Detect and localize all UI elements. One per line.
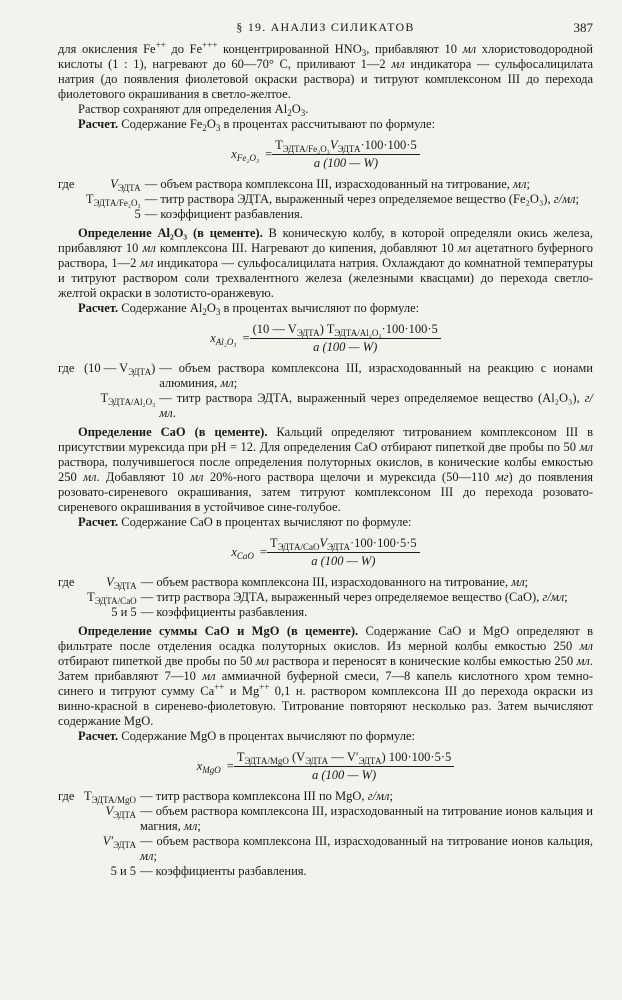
calc-label: Расчет.: [78, 117, 119, 131]
paragraph-calc-fe2o3: Расчет. Содержание $Fe_2O_3$ в процентах рассчитывают по формуле:: [78, 117, 436, 133]
formula-al2o3: $x_{Al_2O_3}$ = $\frac{(10 — V_{ЭДТА}) T_{ЭДТА/Al_2O_3}\cdot 100\cdot 100\cdot 5}{a (100 — W)}$: [58, 322, 593, 355]
section-cao-mgo: Определение суммы CaO и MgO (в цементе). Содержание CaO и MgO определяют в фильтрате после отделения осадка полуторных окислов. Из мерной колбы емкостью 250 мл отбирают пипеткой две пробы по 50 мл раствора и переносят в конические колбы емкостью 250 мл. Затем прибавляют 7—10 мл аммиачной буферной смеси, 7—8 капель кислотного хром темно-синего и титруют сумму Ca++ и Mg++ 0,1 н. раствором комплексона III до перехода окраски из винно-красной в сиренево-фиолетовую. Титрование повторяют несколько раз. Затем вычисляют содержание MgO.: [58, 624, 593, 728]
paragraph-calc-cao: Расчет. Содержание CaO в процентах вычисляют по формуле:: [78, 515, 412, 529]
section-title-cao-mgo: Определение суммы CaO и MgO (в цементе).: [78, 624, 359, 638]
definitions-mgo: где $T_{ЭДТА/MgO}$ — титр раствора комплексона III по MgO, г/мл; $V_{ЭДТА}$ — объем раствора комплексона III, израсходованный на титрование ионов кальция и магния, мл; $V'_{ЭДТА}$ — объем раствора комплексона III, израсходованный на титрование ионов кальция, мл; 5 и 5 — коэффициенты разбавления.: [58, 789, 593, 878]
section-title-cao: Определение CaO (в цементе).: [78, 425, 268, 439]
section-cao: Определение CaO (в цементе). Кальций определяют титрованием комплексоном III в присутствии мурексида при pH = 12. Для определения CaO отбирают пипеткой две пробы по 50 мл раствора, получившегося после определения полуторных окислов, в конические колбы емкостью 250 мл. Добавляют 10 мл 20%-ного раствора щелочи и мурексида (50—110 мг) до появления розовато-сиреневого окрашивания, затем титруют комплексоном III до перехода розовато-сиреневого окрашивания в устойчивое сине-голубое.: [58, 425, 594, 514]
running-header: [58, 20, 593, 42]
paragraph-calc-mgo: Расчет. Содержание MgO в процентах вычисляют по формуле:: [78, 729, 415, 743]
formula-denominator: a (100 — W): [311, 768, 377, 782]
formula-mgo: $x_{MgO}$ = $\frac{T_{ЭДТА/MgO} (V_{ЭДТА} — V'_{ЭДТА}) 100\cdot 100\cdot 5\cdot 5}{a (100 — W)}$: [58, 750, 593, 783]
formula-denominator: a (100 — W): [311, 554, 376, 568]
page-number: 387: [573, 20, 593, 35]
formula-numerator: $T_{ЭДТА/CaO}V_{ЭДТА}\cdot 100\cdot 100\cdot 5\cdot 5$: [267, 536, 420, 553]
section-al2o3: Определение Al₂O₃ (в цементе). В коническую колбу, в которой определяли окись железа, прибавляют 10 мл комплексона III. Нагревают до кипения, добавляют 10 мл ацетатного буферного раствора, 1—2 мл индикатора — сульфосалицилата натрия. Охлаждают до комнатной температуры и титруют раствором соли трехвалентного железа (железными квасцами) до перехода светло-желтой окраски в золотисто-оранжевую.: [58, 226, 593, 300]
page: [58, 20, 593, 883]
header-title: § 19. АНАЛИЗ СИЛИКАТОВ: [236, 20, 415, 34]
formula-numerator: $T_{ЭДТА/MgO}$ ($V_{ЭДТА}$ — $V'_{ЭДТА}$) 100·100·5·5: [234, 750, 454, 767]
formula-denominator: a (100 — W): [313, 156, 379, 170]
definitions-fe2o3: где $V_{ЭДТА}$ — объем раствора комплексона III, израсходованный на титрование, мл; $T_{ЭДТА/Fe_2O_3}$ — титр раствора ЭДТА, выраженный через определяемое вещество (Fe₂O₃), г/мл; 5 — коэффициент разбавления.: [58, 177, 579, 221]
formula-numerator: (10 — $V_{ЭДТА}$) $T_{ЭДТА/Al_2O_3}\cdot 100\cdot 100\cdot 5$: [250, 322, 441, 339]
definitions-al2o3: где (10 — $V_{ЭДТА}$) — объем раствора комплексона III, израсходованный на реакцию с ионами алюминия, мл; $T_{ЭДТА/Al_2O_3}$ — титр раствора ЭДТА, выраженный через определяемое вещество (Al₂O₃), г/мл.: [58, 361, 593, 420]
formula-numerator: $T_{ЭДТА/Fe_2O_3}V_{ЭДТА}\cdot 100\cdot 100\cdot 5$: [272, 138, 420, 155]
paragraph-keep-solution: Раствор сохраняют для определения $Al_2O_3$.: [78, 102, 309, 118]
formula-denominator: a (100 — W): [313, 340, 378, 354]
section-title-al2o3: Определение Al₂O₃ (в цементе).: [78, 226, 263, 240]
paragraph-oxidation: для окисления Fe++ до Fe+++ концентрированной $HNO_3$, прибавляют 10 мл хлористоводородной кислоты (1 : 1), нагревают до 60—70° С, приливают 1—2 мл индикатора — сульфосалицилата натрия (до появления фиолетовой окраски раствора) и титруют комплексоном III до перехода фиолетового окрашивания в светло-желтое.: [58, 40, 594, 101]
paragraph-calc-al2o3: Расчет. Содержание $Al_2O_3$ в процентах вычисляют по формуле:: [78, 301, 420, 317]
definitions-cao: где $V_{ЭДТА}$ — объем раствора комплексона III, израсходованного на титрование, мл; $T_{ЭДТА/CaO}$ — титр раствора ЭДТА, выраженный через определяемое вещество (CaO), г/мл; 5 и 5 — коэффициенты разбавления.: [58, 575, 568, 619]
formula-cao: $x_{CaO}$ = $\frac{T_{ЭДТА/CaO}V_{ЭДТА}\cdot 100\cdot 100\cdot 5\cdot 5}{a (100 — W)}$: [58, 536, 593, 569]
formula-fe2o3: $x_{Fe_2O_3}$ = $\frac{T_{ЭДТА/Fe_2O_3}V_{ЭДТА}\cdot 100\cdot 100\cdot 5}{a (100 — W)}$: [58, 138, 593, 171]
